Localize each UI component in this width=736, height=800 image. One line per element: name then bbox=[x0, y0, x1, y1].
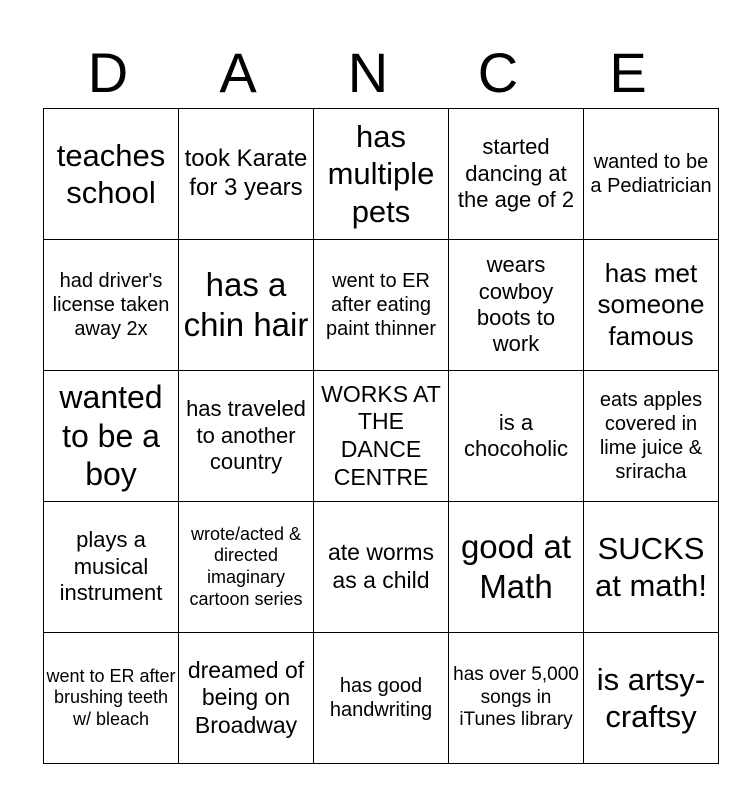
bingo-grid bbox=[43, 108, 719, 764]
bingo-cell[interactable]: took Karate for 3 years bbox=[179, 109, 314, 240]
bingo-cell[interactable]: went to ER after brushing teeth w/ bleach bbox=[44, 633, 179, 764]
header-letter-d: D bbox=[87, 41, 129, 104]
bingo-cell[interactable]: dreamed of being on Broadway bbox=[179, 633, 314, 764]
bingo-row bbox=[44, 633, 719, 764]
bingo-cell[interactable]: has met someone famous bbox=[584, 240, 719, 371]
bingo-cell[interactable]: had driver's license taken away 2x bbox=[44, 240, 179, 371]
bingo-cell[interactable]: is artsy-craftsy bbox=[584, 633, 719, 764]
bingo-cell[interactable]: started dancing at the age of 2 bbox=[449, 109, 584, 240]
bingo-row bbox=[44, 240, 719, 371]
bingo-cell[interactable]: WORKS AT THE DANCE CENTRE bbox=[314, 371, 449, 502]
bingo-cell[interactable]: teaches school bbox=[44, 109, 179, 240]
bingo-cell[interactable]: wrote/acted & directed imaginary cartoon series bbox=[179, 502, 314, 633]
bingo-row bbox=[44, 109, 719, 240]
bingo-cell[interactable]: has good handwriting bbox=[314, 633, 449, 764]
bingo-cell[interactable]: plays a musical instrument bbox=[44, 502, 179, 633]
bingo-cell[interactable]: went to ER after eating paint thinner bbox=[314, 240, 449, 371]
bingo-cell[interactable]: has multiple pets bbox=[314, 109, 449, 240]
bingo-row bbox=[44, 371, 719, 502]
header-letter-c: C bbox=[477, 41, 519, 104]
bingo-cell[interactable]: has over 5,000 songs in iTunes library bbox=[449, 633, 584, 764]
header-letter-e: E bbox=[609, 41, 647, 104]
bingo-cell[interactable]: has traveled to another country bbox=[179, 371, 314, 502]
header-letter-n: N bbox=[347, 41, 389, 104]
bingo-cell[interactable]: SUCKS at math! bbox=[584, 502, 719, 633]
bingo-cell[interactable]: wanted to be a boy bbox=[44, 371, 179, 502]
bingo-cell[interactable]: good at Math bbox=[449, 502, 584, 633]
bingo-header bbox=[43, 38, 693, 108]
bingo-cell[interactable]: ate worms as a child bbox=[314, 502, 449, 633]
bingo-cell[interactable]: has a chin hair bbox=[179, 240, 314, 371]
bingo-row bbox=[44, 502, 719, 633]
bingo-cell[interactable]: wears cowboy boots to work bbox=[449, 240, 584, 371]
header-letter-a: A bbox=[219, 41, 257, 104]
bingo-cell[interactable]: eats apples covered in lime juice & sriracha bbox=[584, 371, 719, 502]
bingo-cell[interactable]: wanted to be a Pediatrician bbox=[584, 109, 719, 240]
bingo-cell[interactable]: is a chocoholic bbox=[449, 371, 584, 502]
